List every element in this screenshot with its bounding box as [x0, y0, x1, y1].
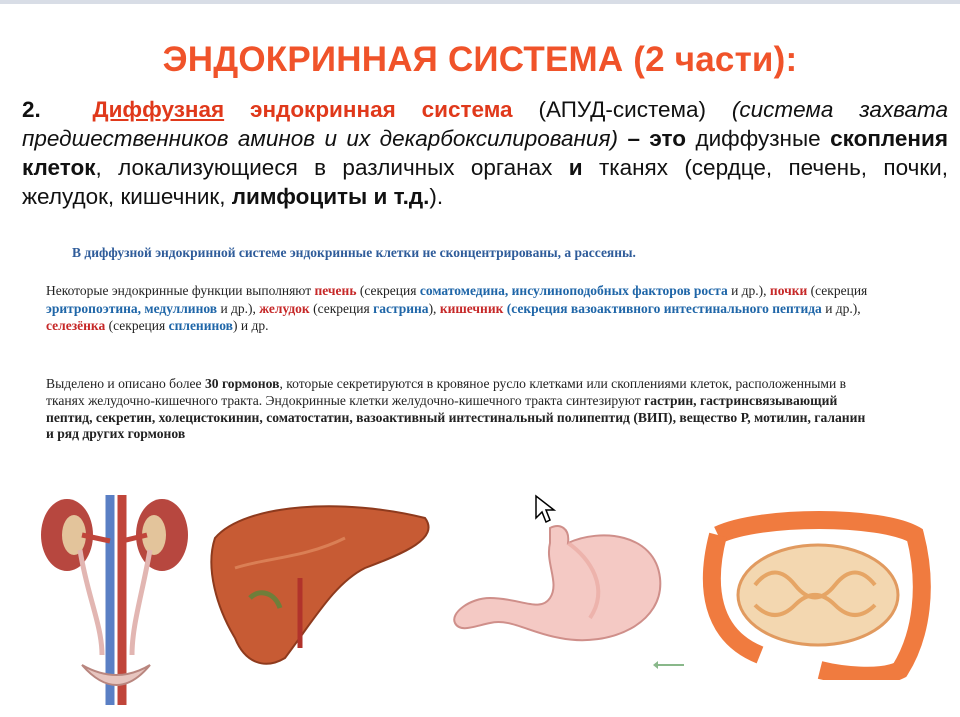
organ-liver: печень: [314, 283, 357, 298]
organ-spleen: селезёнка: [46, 318, 106, 333]
arrow-left-icon: [652, 660, 686, 670]
functions-text: (секреция: [810, 283, 868, 298]
organ-kidneys: почки: [769, 283, 808, 298]
hormones-count: 30 гормонов: [204, 376, 280, 391]
hormone-kidneys: эритропоэтина, медуллинов: [46, 300, 218, 316]
functions-text: Некоторые эндокринные функции выполняют: [46, 283, 312, 298]
intro-number: 2.: [22, 97, 41, 122]
slide-title: ЭНДОКРИННАЯ СИСТЕМА (2 части):: [162, 40, 798, 79]
intro-paragraph: [22, 95, 948, 211]
functions-text: ) и др.: [232, 318, 269, 333]
intro-term-rest: эндокринная система: [250, 97, 513, 122]
functions-text: (секреция: [108, 318, 166, 333]
lead-text: В диффузной эндокринной системе эндокринные клетки не сконцентрированы, а рассеяны.: [72, 245, 636, 260]
hormones-paragraph: [46, 376, 876, 443]
functions-text: и др.),: [220, 300, 256, 316]
functions-text: (секреция: [313, 300, 370, 316]
lead-paragraph: [46, 244, 876, 261]
intro-text3: тканях (сердце, печень, почки, желудок, кишечник,: [22, 155, 948, 209]
hormones-text: , которые секретируются в кровяное русло клетками или скоплениями клеток, расположенными в тканях желудочно-кишечного тракта. Эндокринные клетки желудочно-кишечного тракта синтезируют: [46, 376, 847, 408]
hormone-intestine: (секреция вазоактивного интестинального пептида: [506, 300, 822, 316]
functions-paragraph: [46, 282, 876, 335]
stomach-icon: [450, 518, 670, 653]
functions-text: (секреция: [359, 283, 417, 298]
intro-text4: ).: [429, 184, 444, 209]
hormones-text: Выделено и описано более: [46, 376, 202, 391]
kidneys-icon: [32, 495, 192, 705]
hormones-list: гастрин, гастринсвязывающий пептид, секретин, холецистокинин, соматостатин, вазоактивный интестинальный полипептид (ВИП), вещество Р, мотилин, галанин и ряд других гормонов: [46, 392, 866, 442]
functions-text: и др.),: [731, 283, 767, 298]
intro-text1: диффузные: [695, 126, 821, 151]
hormone-liver: соматомедина, инсулиноподобных факторов роста: [419, 283, 728, 298]
intro-bold2: и: [568, 155, 583, 180]
intro-term: Диффузная: [92, 97, 225, 122]
organ-intestine: кишечник: [439, 300, 504, 316]
intro-bold1: скопления клеток: [22, 126, 948, 180]
functions-text: и др.),: [825, 300, 861, 316]
intestine-icon: [700, 505, 935, 680]
liver-icon: [205, 498, 440, 670]
intro-abbr: (АПУД-система): [538, 97, 706, 122]
functions-text: ),: [428, 300, 437, 316]
hormone-stomach: гастрина: [373, 300, 429, 316]
intro-bold3: лимфоциты и т.д.: [231, 184, 430, 209]
hormone-spleen: спленинов: [168, 318, 233, 333]
intro-text2: , локализующиеся в различных органах: [95, 155, 553, 180]
top-border: [0, 0, 960, 4]
cursor-icon: [534, 494, 558, 526]
organ-stomach: желудок: [259, 300, 310, 316]
intro-dash: – это: [627, 126, 687, 151]
intro-italic-note: (система захвата предшественников аминов и их декарбоксилирования): [22, 97, 948, 151]
